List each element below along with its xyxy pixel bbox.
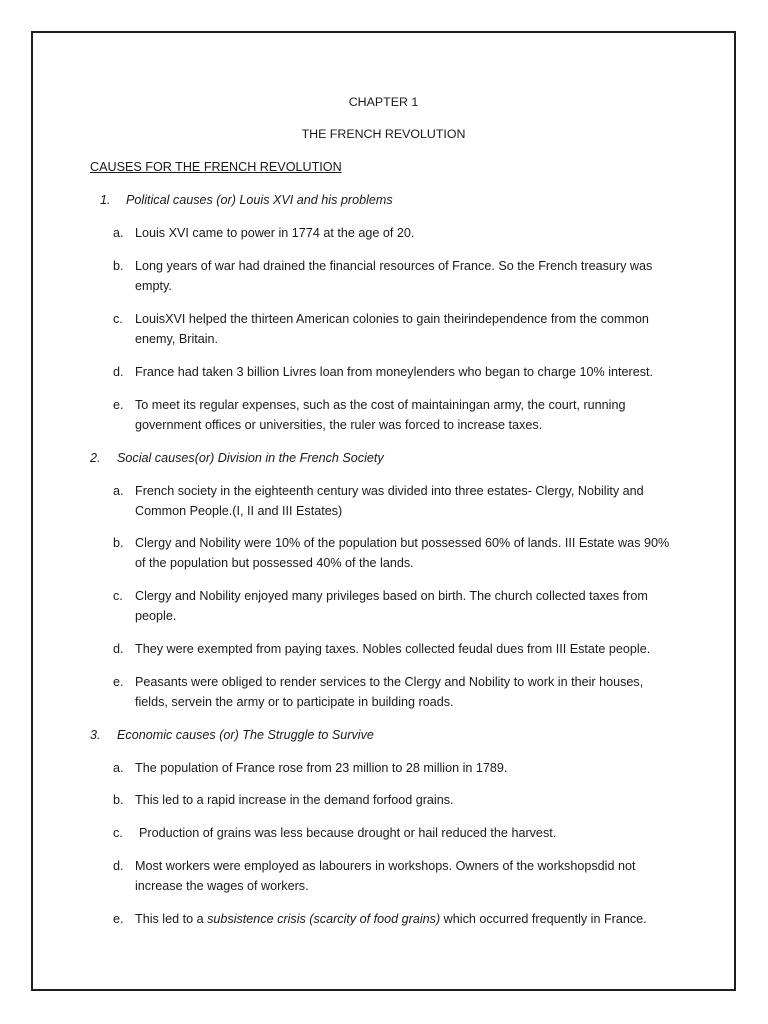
s3-item-a-marker: a. <box>113 761 124 775</box>
s2-item-a-line-1: French society in the eighteenth century was divided into three estates- Clergy, Nobility and <box>135 484 644 498</box>
s2-item-a-line-2: Common People.(I, II and III Estates) <box>135 504 343 518</box>
s3-item-e-line-1 <box>135 909 695 929</box>
s2-item-e-line-2: fields, servein the army or to participate in building roads. <box>135 695 454 709</box>
s1-item-c-marker: c. <box>113 312 123 326</box>
section-1-number: 1. <box>100 193 111 207</box>
s1-item-a-marker: a. <box>113 226 124 240</box>
section-3-number: 3. <box>90 728 101 742</box>
s1-item-b-line-1: Long years of war had drained the financial resources of France. So the French treasury was <box>135 259 653 273</box>
s2-item-c-line-1: Clergy and Nobility enjoyed many privileges based on birth. The church collected taxes from <box>135 589 648 603</box>
s3-item-d <box>135 856 695 896</box>
s2-item-a <box>135 481 695 521</box>
s2-item-c-line-2: people. <box>135 609 177 623</box>
s1-item-e-line-1: To meet its regular expenses, such as the cost of maintainingan army, the court, running <box>135 398 626 412</box>
s3-item-e-text-before: This led to a <box>135 912 208 926</box>
s2-item-e-marker: e. <box>113 675 124 689</box>
s1-item-b-line-2: empty. <box>135 279 172 293</box>
s2-item-b-marker: b. <box>113 536 124 550</box>
s3-item-d-marker: d. <box>113 859 124 873</box>
s1-item-e-line-2: government offices or universities, the ruler was forced to increase taxes. <box>135 418 543 432</box>
document-title: THE FRENCH REVOLUTION <box>301 127 466 141</box>
s3-item-c <box>139 823 699 843</box>
section-2-number: 2. <box>90 451 101 465</box>
s1-item-a-line-1: Louis XVI came to power in 1774 at the age of 20. <box>135 226 415 240</box>
s1-item-d-marker: d. <box>113 365 124 379</box>
s3-item-b <box>135 790 695 810</box>
s2-item-c-marker: c. <box>113 589 123 603</box>
section-2-title: Social causes(or) Division in the French Society <box>117 451 384 465</box>
s1-item-d-line-1: France had taken 3 billion Livres loan from moneylenders who began to charge 10% interest. <box>135 365 654 379</box>
s2-item-a-marker: a. <box>113 484 124 498</box>
s1-item-e <box>135 395 695 435</box>
section-heading: CAUSES FOR THE FRENCH REVOLUTION <box>90 160 342 174</box>
s2-item-b-line-2: of the population but possessed 40% of the lands. <box>135 556 414 570</box>
section-3-title: Economic causes (or) The Struggle to Survive <box>117 728 374 742</box>
s1-item-c-line-1: LouisXVI helped the thirteen American colonies to gain theirindependence from the common <box>135 312 649 326</box>
s2-item-c <box>135 586 695 626</box>
s3-item-e-text-after: which occurred frequently in France. <box>440 912 647 926</box>
s3-item-b-line-1: This led to a rapid increase in the demand forfood grains. <box>135 793 454 807</box>
s1-item-c-line-2: enemy, Britain. <box>135 332 219 346</box>
s3-item-c-line-1: Production of grains was less because drought or hail reduced the harvest. <box>139 826 557 840</box>
s3-item-d-line-1: Most workers were employed as labourers in workshops. Owners of the workshopsdid not <box>135 859 636 873</box>
s3-item-b-marker: b. <box>113 793 124 807</box>
s3-item-e-marker: e. <box>113 912 124 926</box>
s2-item-e <box>135 672 695 712</box>
s3-item-d-line-2: increase the wages of workers. <box>135 879 309 893</box>
s2-item-b <box>135 533 695 573</box>
s1-item-a <box>135 223 695 243</box>
s1-item-b-marker: b. <box>113 259 124 273</box>
s2-item-b-line-1: Clergy and Nobility were 10% of the population but possessed 60% of lands. III Estate was 90% <box>135 536 670 550</box>
s1-item-d <box>135 362 695 382</box>
s3-item-e <box>135 909 695 929</box>
s1-item-e-marker: e. <box>113 398 124 412</box>
section-1-title: Political causes (or) Louis XVI and his problems <box>126 193 393 207</box>
s1-item-b <box>135 256 695 296</box>
s3-item-c-marker: c. <box>113 826 123 840</box>
s2-item-e-line-1: Peasants were obliged to render services to the Clergy and Nobility to work in their houses, <box>135 675 644 689</box>
chapter-label: CHAPTER 1 <box>348 95 419 109</box>
s3-item-a <box>135 758 695 778</box>
s2-item-d <box>135 639 695 659</box>
s3-item-a-line-1: The population of France rose from 23 million to 28 million in 1789. <box>135 761 508 775</box>
s2-item-d-marker: d. <box>113 642 124 656</box>
s2-item-d-line-1: They were exempted from paying taxes. Nobles collected feudal dues from III Estate people. <box>135 642 651 656</box>
s3-item-e-text-italic: subsistence crisis (scarcity of food grains) <box>207 912 441 926</box>
s1-item-c <box>135 309 695 349</box>
